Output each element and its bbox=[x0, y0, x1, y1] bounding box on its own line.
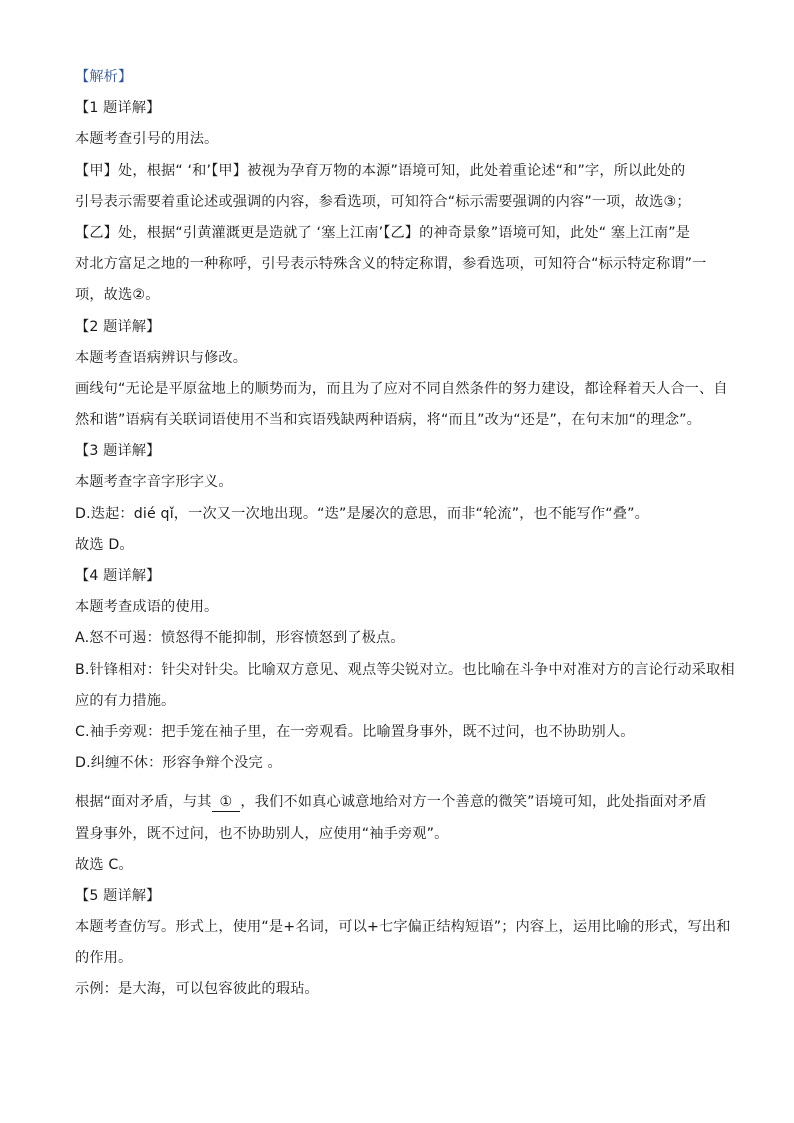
analysis-document bbox=[75, 62, 735, 1006]
q4-reason-pre: 根据“面对矛盾，与其 bbox=[75, 794, 212, 811]
q1-text-line: 【甲】处，根据“ ‘和’【甲】被视为孕育万物的本源”语境可知，此处着重论述“和”字，所以此处的 bbox=[75, 162, 686, 179]
q4-option-b-cont: 应的有力措施。 bbox=[75, 692, 176, 709]
q4-reason-post: ，我们不如真心诚意地给对方一个善意的微笑”语境可知，此处指面对矛盾 bbox=[240, 794, 707, 811]
q2-heading: 【2 题详解】 bbox=[75, 318, 161, 335]
q4-reason-cont: 置身事外，既不过问，也不协助别人，应使用“袖手旁观”。 bbox=[75, 825, 449, 842]
q5-text-line: 的作用。 bbox=[75, 950, 133, 967]
q1-heading: 【1 题详解】 bbox=[75, 100, 161, 117]
q5-text-line: 本题考查仿写。形式上，使用“是+名词，可以+七字偏正结构短语”；内容上，运用比喻的形式，写出和 bbox=[75, 919, 731, 936]
q4-reason-line bbox=[75, 787, 725, 818]
q4-answer: 故选 C。 bbox=[75, 856, 133, 873]
blank-mark: ① bbox=[212, 793, 241, 812]
q1-text-line: 项，故选②。 bbox=[75, 287, 160, 304]
q1-topic: 本题考查引号的用法。 bbox=[75, 131, 219, 148]
q5-example: 示例：是大海，可以包容彼此的瑕玷。 bbox=[75, 981, 319, 998]
q2-text-line: 然和谐”语病有关联词语使用不当和宾语残缺两种语病，将“而且”改为“还是”，在句末加“的理念”。 bbox=[75, 412, 702, 429]
q5-heading: 【5 题详解】 bbox=[75, 887, 161, 904]
analysis-heading: 【解析】 bbox=[75, 69, 133, 85]
q4-heading: 【4 题详解】 bbox=[75, 568, 161, 584]
q3-answer: 故选 D。 bbox=[75, 536, 134, 553]
q2-text-line: 画线句“无论是平原盆地上的顺势而为，而且为了应对不同自然条件的努力建设，都诠释着天人合一、自 bbox=[75, 380, 728, 397]
q1-text-line: 引号表示需要着重论述或强调的内容，参看选项，可知符合“标示需要强调的内容”一项，故选③； bbox=[75, 193, 691, 210]
q4-option-d: D.纠缠不休：形容争辩个没完 。 bbox=[75, 755, 282, 772]
q3-text-line: D.迭起：dié qǐ，一次又一次地出现。“迭”是屡次的意思，而非“轮流”，也不能写作“叠”。 bbox=[75, 505, 649, 522]
q3-topic: 本题考查字音字形字义。 bbox=[75, 474, 233, 491]
q2-topic: 本题考查语病辨识与修改。 bbox=[75, 349, 248, 366]
q4-option-c: C.袖手旁观：把手笼在袖子里，在一旁观看。比喻置身事外，既不过问，也不协助别人。 bbox=[75, 723, 635, 740]
q3-heading: 【3 题详解】 bbox=[75, 443, 161, 460]
q1-text-line: 对北方富足之地的一种称呼，引号表示特殊含义的特定称谓，参看选项，可知符合“标示特定称谓”一 bbox=[75, 256, 707, 273]
q4-topic: 本题考查成语的使用。 bbox=[75, 599, 219, 616]
q4-option-a: A.怒不可遏：愤怒得不能抑制，形容愤怒到了极点。 bbox=[75, 630, 405, 647]
q1-text-line: 【乙】处，根据“引黄灌溉更是造就了 ‘塞上江南’【乙】的神奇景象”语境可知，此处“ 塞上江南”是 bbox=[75, 224, 691, 241]
q4-option-b: B.针锋相对：针尖对针尖。比喻双方意见、观点等尖锐对立。也比喻在斗争中对准对方的言论行动采取相 bbox=[75, 661, 735, 678]
